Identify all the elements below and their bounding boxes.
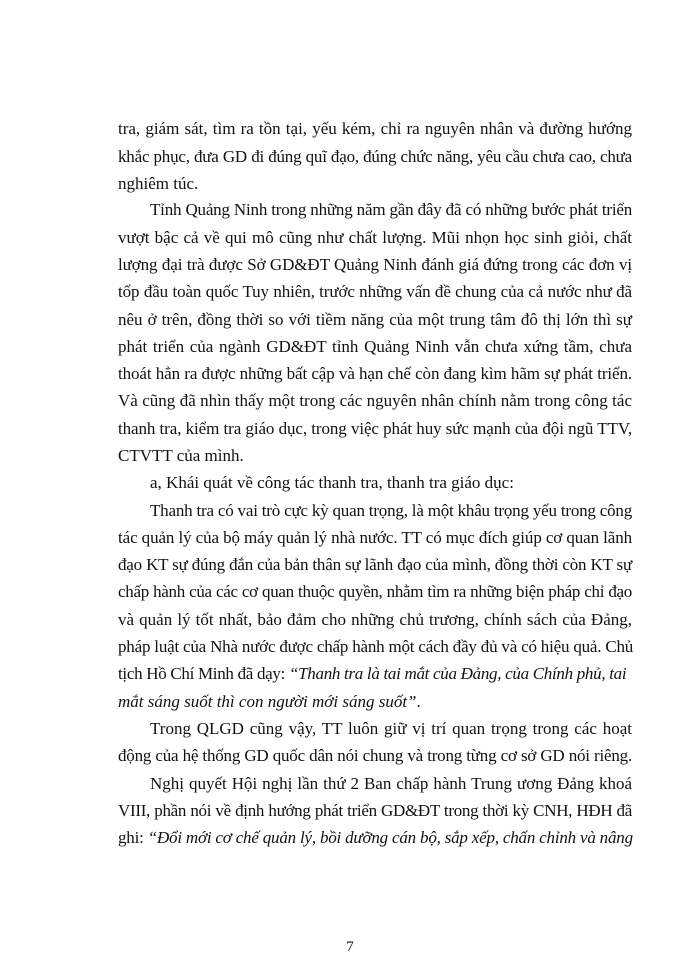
quote-run: “Đổi mới cơ chế quản lý, bồi dưỡng cán bộ, sắp xếp, chấn chỉnh và nâng bbox=[147, 828, 633, 847]
text-line: chấp hành của các cơ quan thuộc quyền, nhằm tìm ra những biện pháp chỉ đạo bbox=[118, 582, 632, 601]
text-line: thanh tra, kiểm tra giáo dục, trong việc phát huy sức mạnh của đội ngũ TTV, bbox=[118, 419, 632, 438]
text-line: pháp luật của Nhà nước được chấp hành một cách đầy đủ và có hiệu quả. Chủ bbox=[118, 637, 634, 656]
text-line: khắc phục, đưa GD đi đúng quĩ đạo, đúng chức năng, yêu cầu chưa cao, chưa bbox=[118, 147, 632, 166]
text-line: Tỉnh Quảng Ninh trong những năm gần đây đã có những bước phát triển bbox=[150, 200, 632, 219]
text-line: tra, giám sát, tìm ra tồn tại, yếu kém, chỉ ra nguyên nhân và đường hướng bbox=[118, 119, 632, 138]
text-line bbox=[118, 692, 632, 712]
text-run: ghi: bbox=[118, 828, 148, 847]
text-line: tốp đầu toàn quốc Tuy nhiên, trước những vấn đề chung của cả nước như đã bbox=[118, 282, 632, 301]
text-line bbox=[118, 664, 632, 684]
text-run: . bbox=[416, 692, 421, 711]
text-line bbox=[118, 828, 632, 848]
text-line: Trong QLGD cũng vậy, TT luôn giữ vị trí quan trọng trong các hoạt bbox=[150, 719, 632, 738]
text-line: đạo KT sự đúng đắn của bản thân sự lãnh đạo của mình, đồng thời còn KT sự bbox=[118, 555, 632, 574]
text-line: Thanh tra có vai trò cực kỳ quan trọng, là một khâu trọng yếu trong công bbox=[150, 501, 633, 520]
quote-run: “Thanh tra là tai mắt của Đảng, của Chính phủ, tai bbox=[288, 664, 627, 683]
section-heading: a, Khái quát về công tác thanh tra, thanh tra giáo dục: bbox=[150, 473, 514, 492]
text-line: lượng đại trà được Sở GD&ĐT Quảng Ninh đánh giá đứng trong các đơn vị bbox=[118, 255, 632, 274]
text-line: và quản lý tốt nhất, bảo đảm cho những chủ trương, chính sách của Đảng, bbox=[118, 610, 632, 629]
text-line: tác quản lý của bộ máy quản lý nhà nước. TT có mục đích giúp cơ quan lãnh bbox=[118, 528, 633, 547]
text-line: Và cũng đã nhìn thấy một trong các nguyên nhân chính nằm trong công tác bbox=[118, 391, 632, 410]
text-line: CTVTT của mình. bbox=[118, 446, 244, 465]
text-line: thoát hẳn ra được những bất cập và hạn chế còn đang kìm hãm sự phát triển. bbox=[118, 364, 632, 383]
page-number: 7 bbox=[346, 939, 354, 955]
quote-run: mắt sáng suốt thì con người mới sáng suốt” bbox=[118, 692, 417, 711]
text-line: Nghị quyết Hội nghị lần thứ 2 Ban chấp hành Trung ương Đảng khoá bbox=[150, 774, 632, 793]
text-line: nghiêm túc. bbox=[118, 174, 199, 193]
text-line: động của hệ thống GD quốc dân nói chung và trong từng cơ sở GD nói riêng. bbox=[118, 746, 632, 765]
text-line: phát triển của ngành GD&ĐT tỉnh Quảng Ninh vẫn chưa xứng tầm, chưa bbox=[118, 337, 632, 356]
text-run: tịch Hồ Chí Minh đã dạy: bbox=[118, 664, 289, 683]
text-line: VIII, phần nói về định hướng phát triển GD&ĐT trong thời kỳ CNH, HĐH đã bbox=[118, 801, 632, 820]
text-line: nêu ở trên, đồng thời so với tiềm năng của một trung tâm đô thị lớn thì sự bbox=[118, 310, 632, 329]
text-line: vượt bậc cả về qui mô cũng như chất lượng. Mũi nhọn học sinh giỏi, chất bbox=[118, 228, 632, 247]
